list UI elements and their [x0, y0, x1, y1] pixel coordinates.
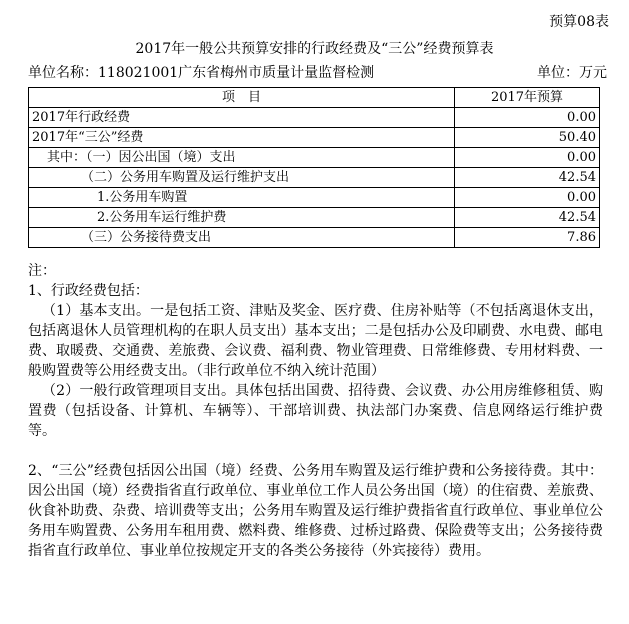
table-row	[29, 188, 600, 208]
row-label: 2017年行政经费	[29, 108, 455, 128]
notes-heading: 注：	[28, 263, 56, 279]
row-amount: 0.00	[455, 108, 600, 128]
row-label: （二）公务用车购置及运行维护支出	[29, 168, 455, 188]
budget-table	[28, 87, 600, 248]
row-amount: 7.86	[455, 228, 600, 248]
table-row	[29, 108, 600, 128]
currency-unit: 单位：万元	[537, 65, 607, 81]
row-label: （三）公务接待费支出	[29, 228, 455, 248]
note-1-basic-expenditure: （1）基本支出。一是包括工资、津贴及奖金、医疗费、住房补贴等（不包括离退休支出，包括离退休人员管理机构的在职人员支出）基本支出；二是包括办公及印刷费、水电费、邮电费、取暖费、交通费、差旅费、会议费、福利费、物业管理费、日常维修费、专用材料费、一般购置费等公用经费支出。（非行政单位不纳入统计范围）	[28, 303, 603, 379]
notes-section	[28, 261, 603, 561]
paragraph-gap	[28, 441, 603, 461]
note-1-title: 1、行政经费包括：	[28, 283, 149, 299]
column-header-item: 项 目	[29, 88, 455, 108]
table-row	[29, 128, 600, 148]
table-row	[29, 228, 600, 248]
table-header-row	[29, 88, 600, 108]
row-amount: 0.00	[455, 188, 600, 208]
row-label: 2.公务用车运行维护费	[29, 208, 455, 228]
row-amount: 0.00	[455, 148, 600, 168]
table-row	[29, 168, 600, 188]
table-row	[29, 148, 600, 168]
row-amount: 50.40	[455, 128, 600, 148]
row-amount: 42.54	[455, 208, 600, 228]
row-label: 其中：（一）因公出国（境）支出	[29, 148, 455, 168]
note-2-three-public-expenses: 2、“三公”经费包括因公出国（境）经费、公务用车购置及运行维护费和公务接待费。其中：因公出国（境）经费指省直行政单位、事业单位工作人员公务出国（境）的住宿费、差旅费、伙食补助费、杂费、培训费等支出；公务用车购置及运行维护费指省直行政单位、事业单位公务用车购置费、公务用车租用费、燃料费、维修费、过桥过路费、保险费等支出；公务接待费指省直行政单位、事业单位按规定开支的各类公务接待（外宾接待）费用。	[28, 463, 603, 559]
page-title: 2017年一般公共预算安排的行政经费及“三公”经费预算表	[135, 41, 494, 57]
unit-name: 单位名称：118021001广东省梅州市质量计量监督检测	[28, 65, 375, 81]
column-header-amount: 2017年预算	[455, 88, 600, 108]
row-label: 2017年“三公”经费	[29, 128, 455, 148]
row-amount: 42.54	[455, 168, 600, 188]
form-number: 预算08表	[549, 14, 609, 30]
row-label: 1.公务用车购置	[29, 188, 455, 208]
unit-info-row	[28, 62, 607, 82]
table-row	[29, 208, 600, 228]
note-1-project-expenditure: （2）一般行政管理项目支出。具体包括出国费、招待费、会议费、办公用房维修租赁、购置费（包括设备、计算机、车辆等）、干部培训费、执法部门办案费、信息网络运行维护费等。	[28, 383, 603, 439]
